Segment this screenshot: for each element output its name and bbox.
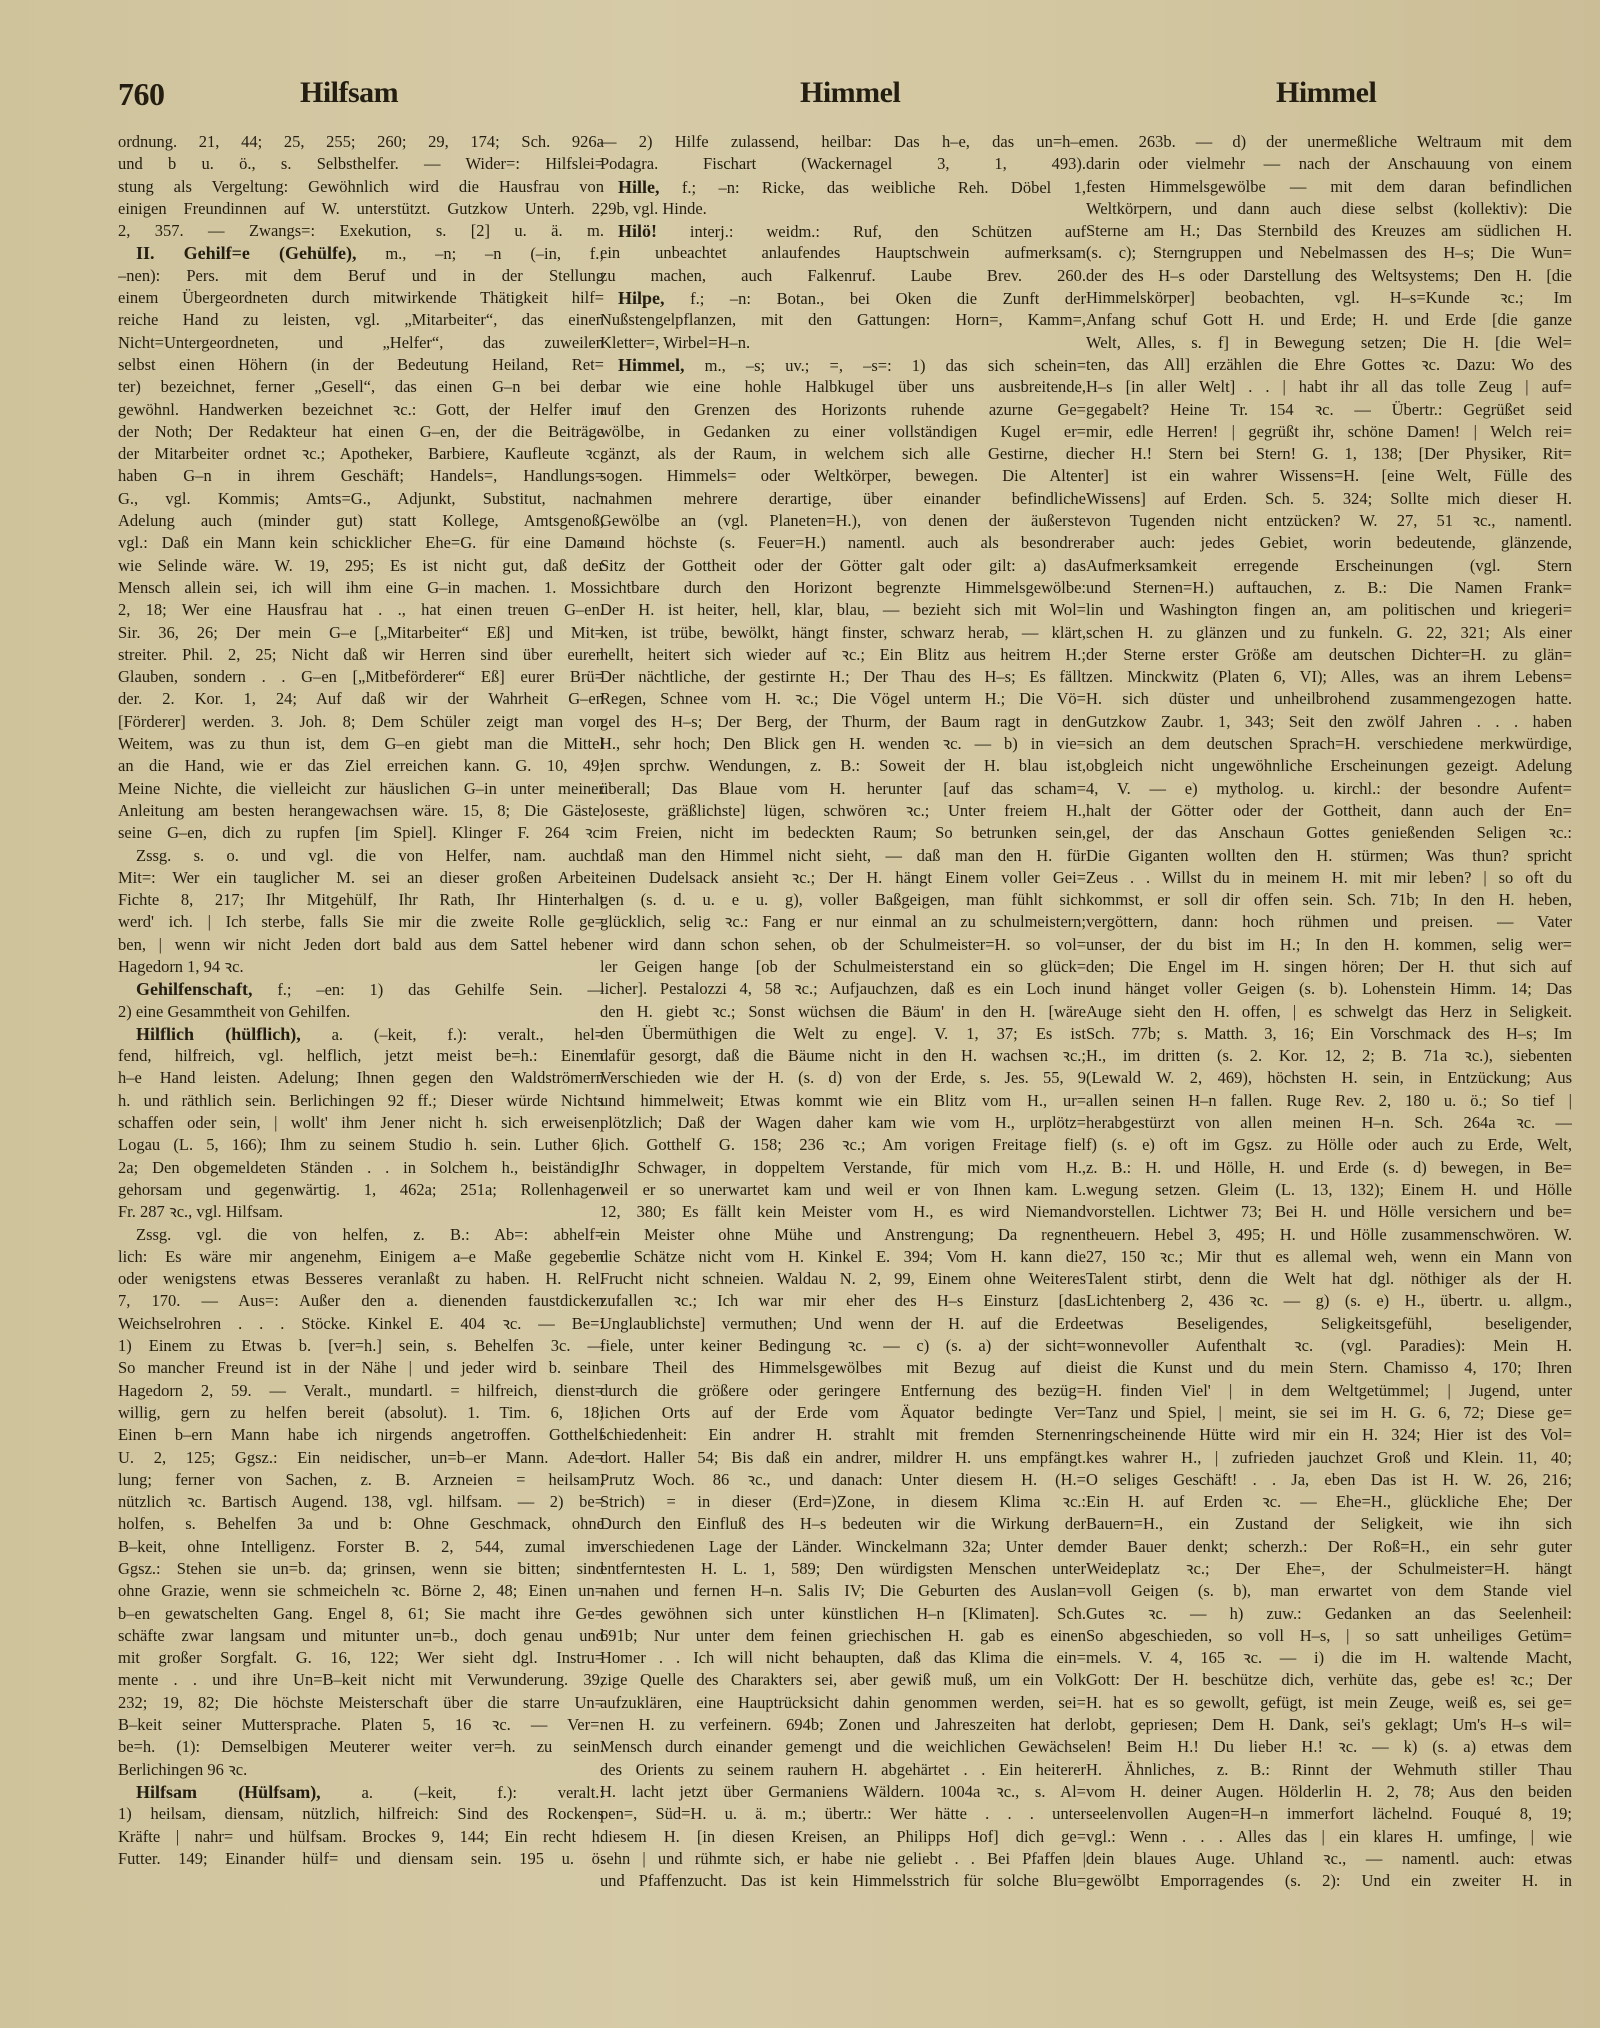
text-line: Talent stirbt, denn die Welt hat dgl. nöthiger als der H.: [1086, 1269, 1572, 1289]
entry-text: f.; –n: Botan., bei Oken die Zunft der: [664, 289, 1086, 309]
text-line: Glauben, sondern . . G–en [„Mitbeförderer“ Eß] eurer Brü=: [118, 667, 604, 687]
text-line: 12, 380; Es fällt kein Meister vom H., es wird Niemand: [600, 1202, 1086, 1222]
text-line: len sprchw. Wendungen, z. B.: Soweit der H. blau ist,: [600, 756, 1086, 776]
text-line: Regen, Schnee vom H. ꝛc.; Die Vögel unterm H.; Die Vö=: [600, 689, 1086, 709]
text-line: Himmelskörper] beobachten, vgl. H–s=Kunde ꝛc.; Im: [1086, 288, 1572, 308]
text-line: selbst einen Höhern (in der Bedeutung Heiland, Ret=: [118, 354, 604, 374]
text-line: nahen und fernen H–n. Salis IV; Die Geburten des Auslan=: [600, 1581, 1086, 1601]
text-line: Gott: Der H. beschütze dich, verhüte das, gebe es! ꝛc.; Der: [1086, 1670, 1572, 1690]
text-line: 232; 19, 82; Die höchste Meisterschaft über die starre Un=: [118, 1692, 604, 1712]
text-line: und Pfaffenzucht. Das ist kein Himmelsstrich für solche Blu=: [600, 1871, 1086, 1891]
text-line: ken, ist trübe, bewölkt, hängt finster, schwarz herab, — klärt,: [600, 622, 1086, 642]
text-line: an die Hand, wie er das Ziel erreichen kann. G. 10, 49;: [118, 756, 604, 776]
text-line: vgl.: Wenn . . . Alles das | ein klares H. umfinge, | wie: [1086, 1826, 1572, 1846]
text-line: Futter. 149; Einander hülf= und diensam sein. 195 u. ö.: [118, 1848, 604, 1868]
text-column-3: [1086, 131, 1572, 1892]
entry-text: m., –s; uv.; =, –s=: 1) das sich schein=: [684, 355, 1086, 375]
text-line: und höchste (s. Feuer=H.) namentl. auch als besondrer: [600, 533, 1086, 553]
text-line: O seliges Geschäft! . . Ja, eben Das ist H. W. 26, 216;: [1086, 1469, 1572, 1489]
text-line: kes wahrer H., | zufrieden jauchzet Groß und Klein. 11, 40;: [1086, 1447, 1572, 1467]
text-line: Nußstengelpflanzen, mit den Gattungen: Horn=, Kamm=,: [600, 310, 1086, 330]
text-line: werd' ich. | Ich sterbe, falls Sie mir die zweite Rolle ge=: [118, 912, 604, 932]
entry-headword-line: [118, 978, 604, 1000]
text-line: ben, | wenn wir nicht Jeden dort bald aus dem Sattel heben.: [118, 934, 604, 954]
entry-text: interj.: weidm.: Ruf, den Schützen auf: [657, 222, 1086, 242]
text-line: vom H. deiner Augen. Hölderlin H. 2, 78; Aus den beiden: [1086, 1781, 1572, 1801]
text-line: Weichselrohren . . . Stöcke. Kinkel E. 404 ꝛc. — Be=:: [118, 1313, 604, 1333]
text-line: Sterne am H.; Das Sternbild des Kreuzes am südlichen H.: [1086, 221, 1572, 241]
text-line: wonnevoller Aufenthalt ꝛc. (vgl. Paradies): Mein H.: [1086, 1336, 1572, 1356]
text-line: Podagra. Fischart (Wackernagel 3, 1, 493).: [600, 154, 1086, 174]
text-line: ter] ist ein wahrer Wissens=H. [eine Welt, Fülle des: [1086, 466, 1572, 486]
text-line: loseste, gräßlichste] lügen, schwören ꝛc.; Unter freiem H.,: [600, 800, 1086, 820]
text-line: seelenvollen Augen=H–n immerfort lächelnd. Fouqué 8, 19;: [1086, 1804, 1572, 1824]
entry-text: f.; –n: Ricke, das weibliche Reh. Döbel 1,: [659, 177, 1086, 197]
text-line: Meine Nichte, die vielleicht zur häuslichen G–in unter meiner: [118, 778, 604, 798]
text-line: fend, hilfreich, vgl. helflich, jetzt meist be=h.: Einem: [118, 1046, 604, 1066]
headword: Hilö!: [618, 221, 657, 242]
text-line: Prutz Woch. 86 ꝛc., und danach: Unter diesem H. (H.=: [600, 1469, 1086, 1489]
text-line: wegung setzen. Gleim (L. 13, 132); Einem H. und Hölle: [1086, 1179, 1572, 1199]
text-line: Frucht nicht schneien. Waldau N. 2, 99, Einem ohne Weiteres: [600, 1269, 1086, 1289]
text-line: gel, der das Anschaun Gottes genießenden Seligen ꝛc.:: [1086, 823, 1572, 843]
text-line: H. sich düster und unheilbrohend zusammengezogen hatte.: [1086, 689, 1572, 709]
entry-headword-line: [118, 1781, 604, 1803]
text-line: Bauern=H., ein Zustand der Seligkeit, wie ihn sich: [1086, 1514, 1572, 1534]
entry-text: f.; –en: 1) das Gehilfe Sein. —: [252, 980, 604, 1000]
entry-headword-line: [118, 1023, 604, 1045]
text-line: H. finden Viel' | in dem Weltgetümmel; | Jugend, unter: [1086, 1380, 1572, 1400]
text-line: gegabelt? Heine Tr. 154 ꝛc. — Übertr.: Gegrüßet seid: [1086, 399, 1572, 419]
text-line: mir, edle Herren! | gegrüßt ihr, schöne Damen! | Welch rei=: [1086, 421, 1572, 441]
text-line: dort. Haller 54; Bis daß ein andrer, mildrer H. uns empfängt.: [600, 1447, 1086, 1467]
text-line: schaffen oder sein, | wollt' ihm Jener nicht h. sich erweisen.: [118, 1113, 604, 1133]
entry-text: Zssg. s. o. und vgl. die von Helfer, nam. auch:: [136, 845, 604, 865]
text-line: Lichtenberg 2, 436 ꝛc. — g) (s. e) H., übertr. u. allgm.,: [1086, 1291, 1572, 1311]
text-line: lich: Es wäre mir angenehm, Einigem a–e Maße gegeben: [118, 1246, 604, 1266]
entry-headword-line: [118, 1224, 604, 1246]
entry-headword-line: [600, 220, 1086, 242]
text-line: 29b, vgl. Hinde.: [600, 198, 707, 218]
text-line: der Mitarbeiter ordnet ꝛc.; Apotheker, Barbiere, Kaufleute ꝛc.: [118, 444, 604, 464]
text-line: 2, 18; Wer eine Hausfrau hat . ., hat einen treuen G–en.: [118, 600, 604, 620]
text-line: b–en gewatschelten Gang. Engel 8, 61; Sie macht ihre Ge=: [118, 1603, 604, 1623]
text-line: lobt, gepriesen; Dem H. Dank, sei's geklagt; Um's H–s wil=: [1086, 1715, 1572, 1735]
text-line: nahmen mehrere derartige, über einander befindliche: [600, 488, 1086, 508]
text-line: etwas Beseligendes, Seligkeitsgefühl, beseligender,: [1086, 1313, 1572, 1333]
text-line: Strich) = in dieser (Erd=)Zone, in diesem Klima ꝛc.:: [600, 1492, 1086, 1512]
text-line: willig, gern zu helfen bereit (absolut). 1. Tim. 6, 18;: [118, 1402, 604, 1422]
text-line: Berlichingen 96 ꝛc.: [118, 1759, 248, 1779]
text-line: Weitem, was zu thun ist, dem G–en giebt man die Mittel: [118, 734, 604, 754]
text-line: schen H. zu glänzen und zu funkeln. G. 22, 321; Als einer: [1086, 622, 1572, 642]
text-line: Hagedorn 1, 94 ꝛc.: [118, 956, 244, 976]
text-line: der des H–s oder Darstellung des Weltsystems; Den H. [die: [1086, 265, 1572, 285]
text-line: haben G–n in ihrem Geschäft; Handels=, Handlungs=: [118, 466, 604, 486]
text-line: gel des H–s; Der Berg, der Thurm, der Baum ragt in den: [600, 711, 1086, 731]
text-line: 4, V. — e) mytholog. u. kirchl.: der besondre Aufent=: [1086, 778, 1572, 798]
text-line: festen Himmelsgewölbe — mit dem daran befindlichen: [1086, 176, 1572, 196]
text-line: Verschieden wie der H. (s. d) von der Erde, s. Jes. 55, 9: [600, 1068, 1086, 1088]
text-line: daß man den Himmel nicht sieht, — daß man den H. für: [600, 845, 1086, 865]
text-line: Durch den Einfluß des H–s bedeuten wir die Wirkung der: [600, 1514, 1086, 1534]
text-line: reiche Hand zu leisten, vgl. „Mitarbeiter“, das einen: [118, 310, 604, 330]
text-line: durch die größere oder geringere Entfernung des bezüg=: [600, 1380, 1086, 1400]
text-line: sogen. Himmels= oder Weltkörper, bewegen. Die Alten: [600, 466, 1086, 486]
text-line: und b u. ö., s. Selbsthelfer. — Wider=: Hilfslei=: [118, 154, 604, 174]
text-line: gen (s. d. u. e u. g), voller Baßgeigen, man fühlt sich: [600, 890, 1086, 910]
entry-headword-line: [118, 845, 604, 867]
text-line: mit großer Sorgfalt. G. 16, 122; Wer sieht dgl. Instru=: [118, 1648, 604, 1668]
text-line: licher]. Pestalozzi 4, 58 ꝛc.; Aufjauchzen, daß es ein Loch in: [600, 979, 1086, 999]
running-head-right: Himmel: [1276, 76, 1377, 109]
text-line: zen. Minckwitz (Platen 6, VI); Alles, was an ihrem Lebens=: [1086, 667, 1572, 687]
text-line: H., sehr hoch; Den Blick gen H. wenden ꝛc. — b) in vie=: [600, 734, 1086, 754]
text-line: Ihr Schwager, in doppeltem Verstande, für mich vom H.,: [600, 1157, 1086, 1177]
text-line: schiedenheit: Ein andrer H. strahlt mit fremden Sternen: [600, 1425, 1086, 1445]
text-line: darin oder vielmehr — nach der Anschauung von einem: [1086, 154, 1572, 174]
text-line: obgleich nicht ungewöhnliche Erscheinungen gezeigt. Adelung: [1086, 756, 1572, 776]
text-line: Weltkörpern, und dann auch diese selbst (kollektiv): Die: [1086, 198, 1572, 218]
text-line: nützlich ꝛc. Bartisch Augend. 138, vgl. hilfsam. — 2) be=: [118, 1492, 604, 1512]
text-line: Fr. 287 ꝛc., vgl. Hilfsam.: [118, 1202, 284, 1222]
text-line: Ein H. auf Erden ꝛc. — Ehe=H., glückliche Ehe; Der: [1086, 1492, 1572, 1512]
text-line: H–s [in aller Welt] . . | habt ihr all das tolle Zeug | auf=: [1086, 377, 1572, 397]
text-line: bar wie eine hohle Halbkugel über uns ausbreitende,: [600, 377, 1086, 397]
text-line: plötzlich; Daß der Wagen daher kam wie vom H., urplötz=: [600, 1113, 1086, 1133]
text-line: h–e Hand leisten. Adelung; Ihnen gegen den Waldströmern: [118, 1068, 604, 1088]
text-line: So mancher Freund ist in der Nähe | und jeder wird b. sein.: [118, 1358, 604, 1378]
text-line: im Freien, nicht im bedeckten Raum; So betrunken sein,: [600, 823, 1086, 843]
text-line: gewölbt Emporragendes (s. 2): Und ein zweiter H. in: [1086, 1871, 1572, 1891]
text-line: aufzuklären, eine Hauptrücksicht dahin genommen werden, sei=: [600, 1692, 1086, 1712]
text-line: ein Meister ohne Mühe und Anstrengung; Da regnen: [600, 1224, 1086, 1244]
text-line: cher H.! Stern bei Stern! G. 1, 138; [Der Physiker, Rit=: [1086, 444, 1572, 464]
text-line: Der nächtliche, der gestirnte H.; Der Thau des H–s; Es fällt: [600, 667, 1086, 687]
text-line: z. B.: H. und Hölle, H. und Erde (s. d) bewegen, in Be=: [1086, 1157, 1572, 1177]
text-line: einem Übergeordneten durch mitwirkende Thätigkeit hilf=: [118, 288, 604, 308]
text-line: fiele, unter keiner Bedingung ꝛc. — c) (s. a) der sicht=: [600, 1336, 1086, 1356]
text-line: mels. V. 4, 165 ꝛc. — i) die im H. waltende Macht,: [1086, 1648, 1572, 1668]
running-head-center: Himmel: [800, 76, 901, 109]
text-line: bare Theil des Himmelsgewölbes mit Bezug auf die: [600, 1358, 1086, 1378]
text-line: ler Geigen hange [ob der Schulmeisterstand ein so glück=: [600, 956, 1086, 976]
text-line: Nicht=Untergeordneten, und „Helfer“, das zuweilen: [118, 332, 604, 352]
text-line: vorstellen. Lichtwer 73; Bei H. und Hölle versichern und be=: [1086, 1202, 1572, 1222]
text-line: (s. c); Sterngruppen und Nebelmassen des H–s; Die Wun=: [1086, 243, 1572, 263]
text-line: die Schätze nicht vom H. Kinkel E. 394; Vom H. kann die: [600, 1246, 1086, 1266]
text-line: Gewölbe an (vgl. Planeten=H.), von denen der äußerste: [600, 511, 1086, 531]
text-line: entferntesten H. L. 1, 589; Den würdigsten Menschen unter: [600, 1559, 1086, 1578]
text-column-2: [600, 131, 1086, 1892]
text-line: allen seinen H–n fallen. Ruge Rev. 2, 180 u. ö.; So tief |: [1086, 1090, 1572, 1110]
text-line: er wird dann schon sehen, ob der Schulmeister=H. so vol=: [600, 934, 1086, 954]
text-line: nen H. zu verfeinern. 694b; Zonen und Jahreszeiten hat der: [600, 1715, 1086, 1735]
text-line: sich an dem deutschen Sprach=H. verschiedene merkwürdige,: [1086, 734, 1572, 754]
text-line: Gutzkow Zaubr. 1, 343; Seit den zwölf Jahren . . . haben: [1086, 711, 1572, 731]
headword: Hille,: [618, 176, 660, 197]
text-line: Mit=: Wer ein tauglicher M. sei an dieser großen Arbeit.: [118, 867, 604, 887]
text-line: sichtbare durch den Horizont begrenzte Himmelsgewölbe:: [600, 577, 1086, 597]
text-column-1: [118, 131, 604, 1870]
text-line: Mensch allein sei, ich will ihm eine G–in machen. 1. Mos.: [118, 577, 604, 597]
text-line: lichen Orts auf der Erde vom Äquator bedingte Ver=: [600, 1402, 1086, 1422]
entry-text: m., –n; –n (–in, f.;: [356, 244, 604, 264]
text-line: ohne Grazie, wenn sie schmeicheln ꝛc. Börne 2, 48; Einen un=: [118, 1581, 604, 1601]
text-line: seine G–en, dich zu rupfen [im Spiel]. Klinger F. 264 ꝛc.: [118, 823, 604, 843]
headword: Hilpe,: [618, 288, 665, 309]
text-line: dafür gesorgt, daß die Bäume nicht in den H. wachsen ꝛc.;: [600, 1046, 1086, 1066]
text-line: lung; ferner von Sachen, z. B. Arzneien = heilsam,: [118, 1469, 604, 1489]
text-line: Tanz und Spiel, | meint, sie sei im H. G. 6, 72; Diese ge=: [1086, 1402, 1572, 1422]
text-line: streiter. Phil. 2, 25; Nicht daß wir Herren sind über euren: [118, 644, 604, 664]
text-line: halt der Götter oder der Gottheit, dann auch der En=: [1086, 800, 1572, 820]
text-line: f) (s. e) oft im Ggsz. zu Hölle oder auch zu Erde, Welt,: [1086, 1135, 1572, 1155]
text-line: len! Beim H.! Du lieber H.! ꝛc. — k) (s. a) etwas dem: [1086, 1737, 1572, 1757]
text-line: den H. giebt ꝛc.; Sonst wüchsen die Bäum' in den H. [wäre: [600, 1001, 1086, 1021]
text-line: und himmelweit; Etwas kommt wie ein Blitz vom H., ur=: [600, 1090, 1086, 1110]
headword: Himmel,: [618, 354, 685, 375]
text-line: 1) heilsam, diensam, nützlich, hilfreich: Sind des Rockens: [118, 1804, 604, 1824]
text-line: einigen Freundinnen auf W. unterstützt. Gutzkow Unterh. 2,: [118, 198, 604, 218]
headword: Hilfsam (Hülfsam),: [136, 1781, 321, 1802]
text-line: oder wenigstens etwas Besseres veranlaßt zu haben. H. Rel.: [118, 1269, 604, 1289]
text-line: lich. Gotthelf G. 158; 236 ꝛc.; Am vorigen Freitage fiel: [600, 1135, 1086, 1155]
text-line: mente . . und ihre Un=B–keit nicht mit Verwunderung. 39,: [118, 1670, 604, 1690]
text-line: von Tugenden nicht entzücken? W. 27, 51 ꝛc., namentl.: [1086, 511, 1572, 531]
text-line: ordnung. 21, 44; 25, 255; 260; 29, 174; Sch. 926a: [118, 132, 604, 151]
text-line: Homer . . Ich will nicht behaupten, daß das Klima die ein=: [600, 1648, 1086, 1668]
text-line: Mensch durch einander gemengt und die weichlichen Gewächse: [600, 1737, 1086, 1757]
text-line: lin und Washington fingen an, am politischen und kriegeri=: [1086, 600, 1572, 620]
entry-text: a. (–keit, f.): veralt.:: [320, 1782, 604, 1802]
text-line: H. lacht jetzt über Germaniens Wäldern. 1004a ꝛc., s. Al=: [600, 1781, 1086, 1801]
text-line: zu machen, auch Falkenruf. Laube Brev. 260.: [600, 265, 1086, 285]
text-line: theuern. Hebel 3, 495; H. und Hölle zusammenschwören. W.: [1086, 1224, 1572, 1244]
text-line: Welt, Alles, s. f] in Bewegung setzen; Die H. [die Wel=: [1086, 332, 1572, 352]
text-line: aber auch: jedes Gebiet, worin bedeutende, glänzende,: [1086, 533, 1572, 553]
text-line: des gewöhnen sich unter künstlichen H–n [Klimaten]. Sch.: [600, 1603, 1086, 1623]
text-line: den; Die Engel im H. singen hören; Der H. thut sich auf: [1086, 956, 1572, 976]
text-line: verschiedenen Lage der Länder. Winckelmann 32a; Unter dem: [600, 1536, 1086, 1556]
text-line: Aufmerksamkeit erregende Erscheinungen (vgl. Stern: [1086, 555, 1572, 575]
text-line: ringscheinende Hütte wird mir ein H. 324; Hier ist des Vol=: [1086, 1425, 1572, 1445]
text-line: Fichte 8, 217; Ihr Mitgehülf, Ihr Rath, Ihr Hinterhalt: [118, 890, 604, 910]
text-line: 2a; Den obgemeldeten Ständen . . in Solchem h., beiständig,: [118, 1157, 604, 1177]
text-line: zige Quelle des Charakters sei, aber gewiß muß, um ein Volk: [600, 1670, 1086, 1690]
text-line: Anleitung am besten herangewachsen wäre. 15, 8; Die Gäste,: [118, 800, 604, 820]
text-line: ten, das All] erzählen die Ehre Gottes ꝛc. Dazu: Wo des: [1086, 354, 1572, 374]
entry-headword-line: [118, 242, 604, 264]
text-line: B–keit, ohne Intelligenz. Forster B. 2, 544, zumal im: [118, 1536, 604, 1556]
text-line: Logau (L. 5, 166); Ihm zu seinem Studio h. sein. Luther 6,: [118, 1135, 604, 1155]
text-line: Wissens] auf Erden. Sch. 5. 324; Sollte mich dieser H.: [1086, 488, 1572, 508]
text-line: H., im dritten (s. 2. Kor. 12, 2; B. 71a ꝛc.), siebenten: [1086, 1046, 1572, 1066]
text-line: Sitz der Gottheit oder der Götter galt oder gilt: a) das: [600, 555, 1086, 575]
text-line: wie Selinde wäre. W. 19, 295; Es ist nicht gut, daß der: [118, 555, 604, 575]
text-line: unser, der du bist im H.; In den H. kommen, selig wer=: [1086, 934, 1572, 954]
entry-text: Zssg. vgl. die von helfen, z. B.: Ab=: abhelf=: [136, 1224, 604, 1244]
text-line: auf den Grenzen des Horizonts ruhende azurne Ge=: [600, 399, 1086, 419]
text-line: 7, 170. — Aus=: Außer den a. dienenden faustdicken: [118, 1291, 604, 1311]
text-line: stung als Vergeltung: Gewöhnlich wird die Hausfrau von: [118, 176, 604, 196]
entry-text: a. (–keit, f.): veralt., hel=: [300, 1024, 604, 1044]
text-line: der Sterne erster Größe am deutschen Dichter=H. zu glän=: [1086, 644, 1572, 664]
text-line: voll Geigen (s. b), man erwartet von dem Stande viel: [1086, 1581, 1572, 1601]
text-line: kommst, er soll dir offen sein. Sch. 71b; In den H. heben,: [1086, 890, 1572, 910]
text-line: gänzt, als der Raum, in welchem sich alle Gestirne, die: [600, 444, 1086, 464]
text-line: Der H. ist heiter, hell, klar, blau, — bezieht sich mit Wol=: [600, 600, 1086, 620]
text-line: So abgeschieden, so voll H–s, | so satt unheiliges Getüm=: [1086, 1625, 1572, 1645]
text-line: — 2) Hilfe zulassend, heilbar: Das h–e, das un=h–e: [600, 132, 1086, 151]
text-line: Anfang schuf Gott H. und Erde; H. und Erde [die ganze: [1086, 310, 1572, 330]
entry-headword-line: [600, 176, 1086, 198]
text-line: weil er so unerwartet kam und weil er von Ihnen kam. L.: [600, 1179, 1086, 1199]
running-head-left: Hilfsam: [300, 76, 399, 109]
text-line: gewöhnl. Handwerken bezeichnet ꝛc.: Gott, der Helfer in: [118, 399, 604, 419]
page-number: 760: [118, 76, 165, 112]
text-line: gehorsam und gegenwärtig. 1, 462a; 251a; Rollenhagen: [118, 1179, 604, 1199]
text-line: ter) bezeichnet, ferner „Gesell“, das einen G–n bei den: [118, 377, 604, 397]
text-line: Ggsz.: Stehen sie un=b. da; grinsen, wenn sie bitten; sind: [118, 1559, 604, 1578]
text-line: be=h. (1): Demselbigen Meuterer weiter ver=h. zu sein.: [118, 1737, 604, 1757]
text-line: glücklich, selig ꝛc.: Fang er nur einmal an zu schulmeistern;: [600, 912, 1086, 932]
text-line: holfen, s. Behelfen 3a und b: Ohne Geschmack, ohne: [118, 1514, 604, 1534]
text-line: Auge sieht den H. offen, | es schwelgt das Herz in Seligkeit.: [1086, 1001, 1572, 1021]
text-line: [Förderer] werden. 3. Joh. 8; Dem Schüler zeigt man von: [118, 711, 604, 731]
text-line: vgl.: Daß ein Mann kein schicklicher Ehe=G. für eine Dame: [118, 533, 604, 553]
text-line: zufallen ꝛc.; Ich war mir eher des H–s Einsturz [das: [600, 1291, 1086, 1311]
text-line: G., vgl. Kommis; Amts=G., Adjunkt, Substitut, nach: [118, 488, 604, 508]
text-line: 2) eine Gesammtheit von Gehilfen.: [118, 1001, 351, 1021]
text-line: Hagedorn 2, 59. — Veralt., mundartl. = hilfreich, dienst=: [118, 1380, 604, 1400]
text-line: Gutes ꝛc. — h) zuw.: Gedanken an das Seelenheil:: [1086, 1603, 1572, 1623]
headword: Gehilfenschaft,: [136, 979, 253, 1000]
text-line: U. 2, 125; Ggsz.: Ein neidischer, un=b–er Mann. Ade=: [118, 1447, 604, 1467]
text-line: Zeus . . Willst du in meinem H. mit mir leben? | so oft du: [1086, 867, 1572, 887]
headword: Hilflich (hülflich),: [136, 1023, 301, 1044]
text-line: 691b; Nur unter dem feinen griechischen H. gab es einen: [600, 1625, 1086, 1645]
text-line: Weideplatz ꝛc.; Der Ehe=, der Schulmeister=H. hängt: [1086, 1559, 1572, 1578]
text-line: sehn | und rühmte sich, er habe nie geliebt . . Bei Pfaffen |: [600, 1848, 1086, 1868]
text-line: 27, 150 ꝛc.; Mir thut es allemal weh, wenn ein Mann von: [1086, 1246, 1572, 1266]
text-line: schäfte zwar langsam und mitunter un=b., doch genau und: [118, 1625, 604, 1645]
text-line: Kräfte | nahr= und hülfsam. Brockes 9, 144; Ein recht h.: [118, 1826, 604, 1846]
text-line: Sch. 77b; s. Matth. 3, 16; Ein Vorschmack des H–s; Im: [1086, 1023, 1572, 1043]
entry-headword-line: [600, 354, 1086, 376]
text-line: vergöttern, dann: hoch rühmen und preisen. — Vater: [1086, 912, 1572, 932]
text-line: den Übermüthigen die Welt zu enge]. V. 1, 37; Es ist: [600, 1023, 1086, 1043]
text-line: der Noth; Der Redakteur hat einen G–en, der die Beiträge: [118, 421, 604, 441]
text-line: h. und räthlich sein. Berlichingen 92 ff.; Dieser würde Nichts: [118, 1090, 604, 1110]
text-line: Adelung auch (minder gut) statt Kollege, Amtsgenoß,: [118, 511, 604, 531]
text-line: hellt, heitert sich wieder auf ꝛc.; Ein Blitz aus heitrem H.;: [600, 644, 1086, 664]
text-line: H. hat es so gewollt, gefügt, ist mein Zeuge, weiß es, sei ge=: [1086, 1692, 1572, 1712]
text-line: der Bauer denkt; scherzh.: Der Roß=H., ein sehr guter: [1086, 1536, 1572, 1556]
text-line: und Sternen=H.) auftauchen, z. B.: Die Namen Frank=: [1086, 577, 1572, 597]
text-line: ein unbeachtet anlaufendes Hauptschwein aufmerksam: [600, 243, 1086, 263]
text-line: Einen b–ern Mann habe ich nirgends angetroffen. Gotthelf: [118, 1425, 604, 1445]
text-line: überall; Das Blaue vom H. herunter [auf das scham=: [600, 778, 1086, 798]
text-line: der. 2. Kor. 1, 24; Auf daß wir der Wahrheit G–en: [118, 689, 604, 709]
headword: II. Gehilf=e (Gehülfe),: [136, 243, 357, 264]
text-line: ist die Kunst und du mein Stern. Chamisso 4, 170; Ihren: [1086, 1358, 1572, 1378]
text-line: pen=, Süd=H. u. ä. m.; übertr.: Wer hätte . . . unter: [600, 1804, 1086, 1824]
text-line: Die Giganten wollten den H. stürmen; Was thun? spricht: [1086, 845, 1572, 865]
text-line: dein blaues Auge. Uhland ꝛc., — namentl. auch: etwas: [1086, 1848, 1572, 1868]
entry-headword-line: [600, 287, 1086, 309]
text-line: men. 263b. — d) der unermeßliche Weltraum mit dem: [1086, 132, 1572, 151]
text-line: herabgestürzt von allen meinen H–n. Sch. 264a ꝛc. —: [1086, 1113, 1572, 1133]
text-line: (Lewald W. 2, 469), höchsten H. sein, in Entzückung; Aus: [1086, 1068, 1572, 1088]
text-line: und hänget voller Geigen (s. b). Lohenstein Himm. 14; Das: [1086, 979, 1572, 999]
text-line: 1) Einem zu Etwas b. [ver=h.] sein, s. Behelfen 3c. —: [118, 1336, 604, 1356]
text-line: einen Dudelsack ansieht ꝛc.; Der H. hängt Einem voller Gei=: [600, 867, 1086, 887]
text-line: Unglaublichste] vermuthen; Und wenn der H. auf die Erde: [600, 1313, 1086, 1333]
text-line: Kletter=, Wirbel=H–n.: [600, 332, 751, 352]
text-line: des Orients zu seinem rauhern H. abgehärtet . . Ein heiterer: [600, 1759, 1086, 1779]
text-line: B–keit seiner Muttersprache. Platen 5, 16 ꝛc. — Ver=:: [118, 1715, 604, 1735]
text-line: Sir. 36, 26; Der mein G–e [„Mitarbeiter“ Eß] und Mit=: [118, 622, 604, 642]
text-line: diesem H. [in diesen Kreisen, an Philipps Hof] dich ge=: [600, 1826, 1086, 1846]
text-line: –nen): Pers. mit dem Beruf und in der Stellung: [118, 265, 604, 285]
text-line: wölbe, in Gedanken zu einer vollständigen Kugel er=: [600, 421, 1086, 441]
text-line: H. Ähnliches, z. B.: Rinnt der Wehmuth stiller Thau: [1086, 1759, 1572, 1779]
text-line: 2, 357. — Zwangs=: Exekution, s. [2] u. ä. m.: [118, 221, 604, 241]
